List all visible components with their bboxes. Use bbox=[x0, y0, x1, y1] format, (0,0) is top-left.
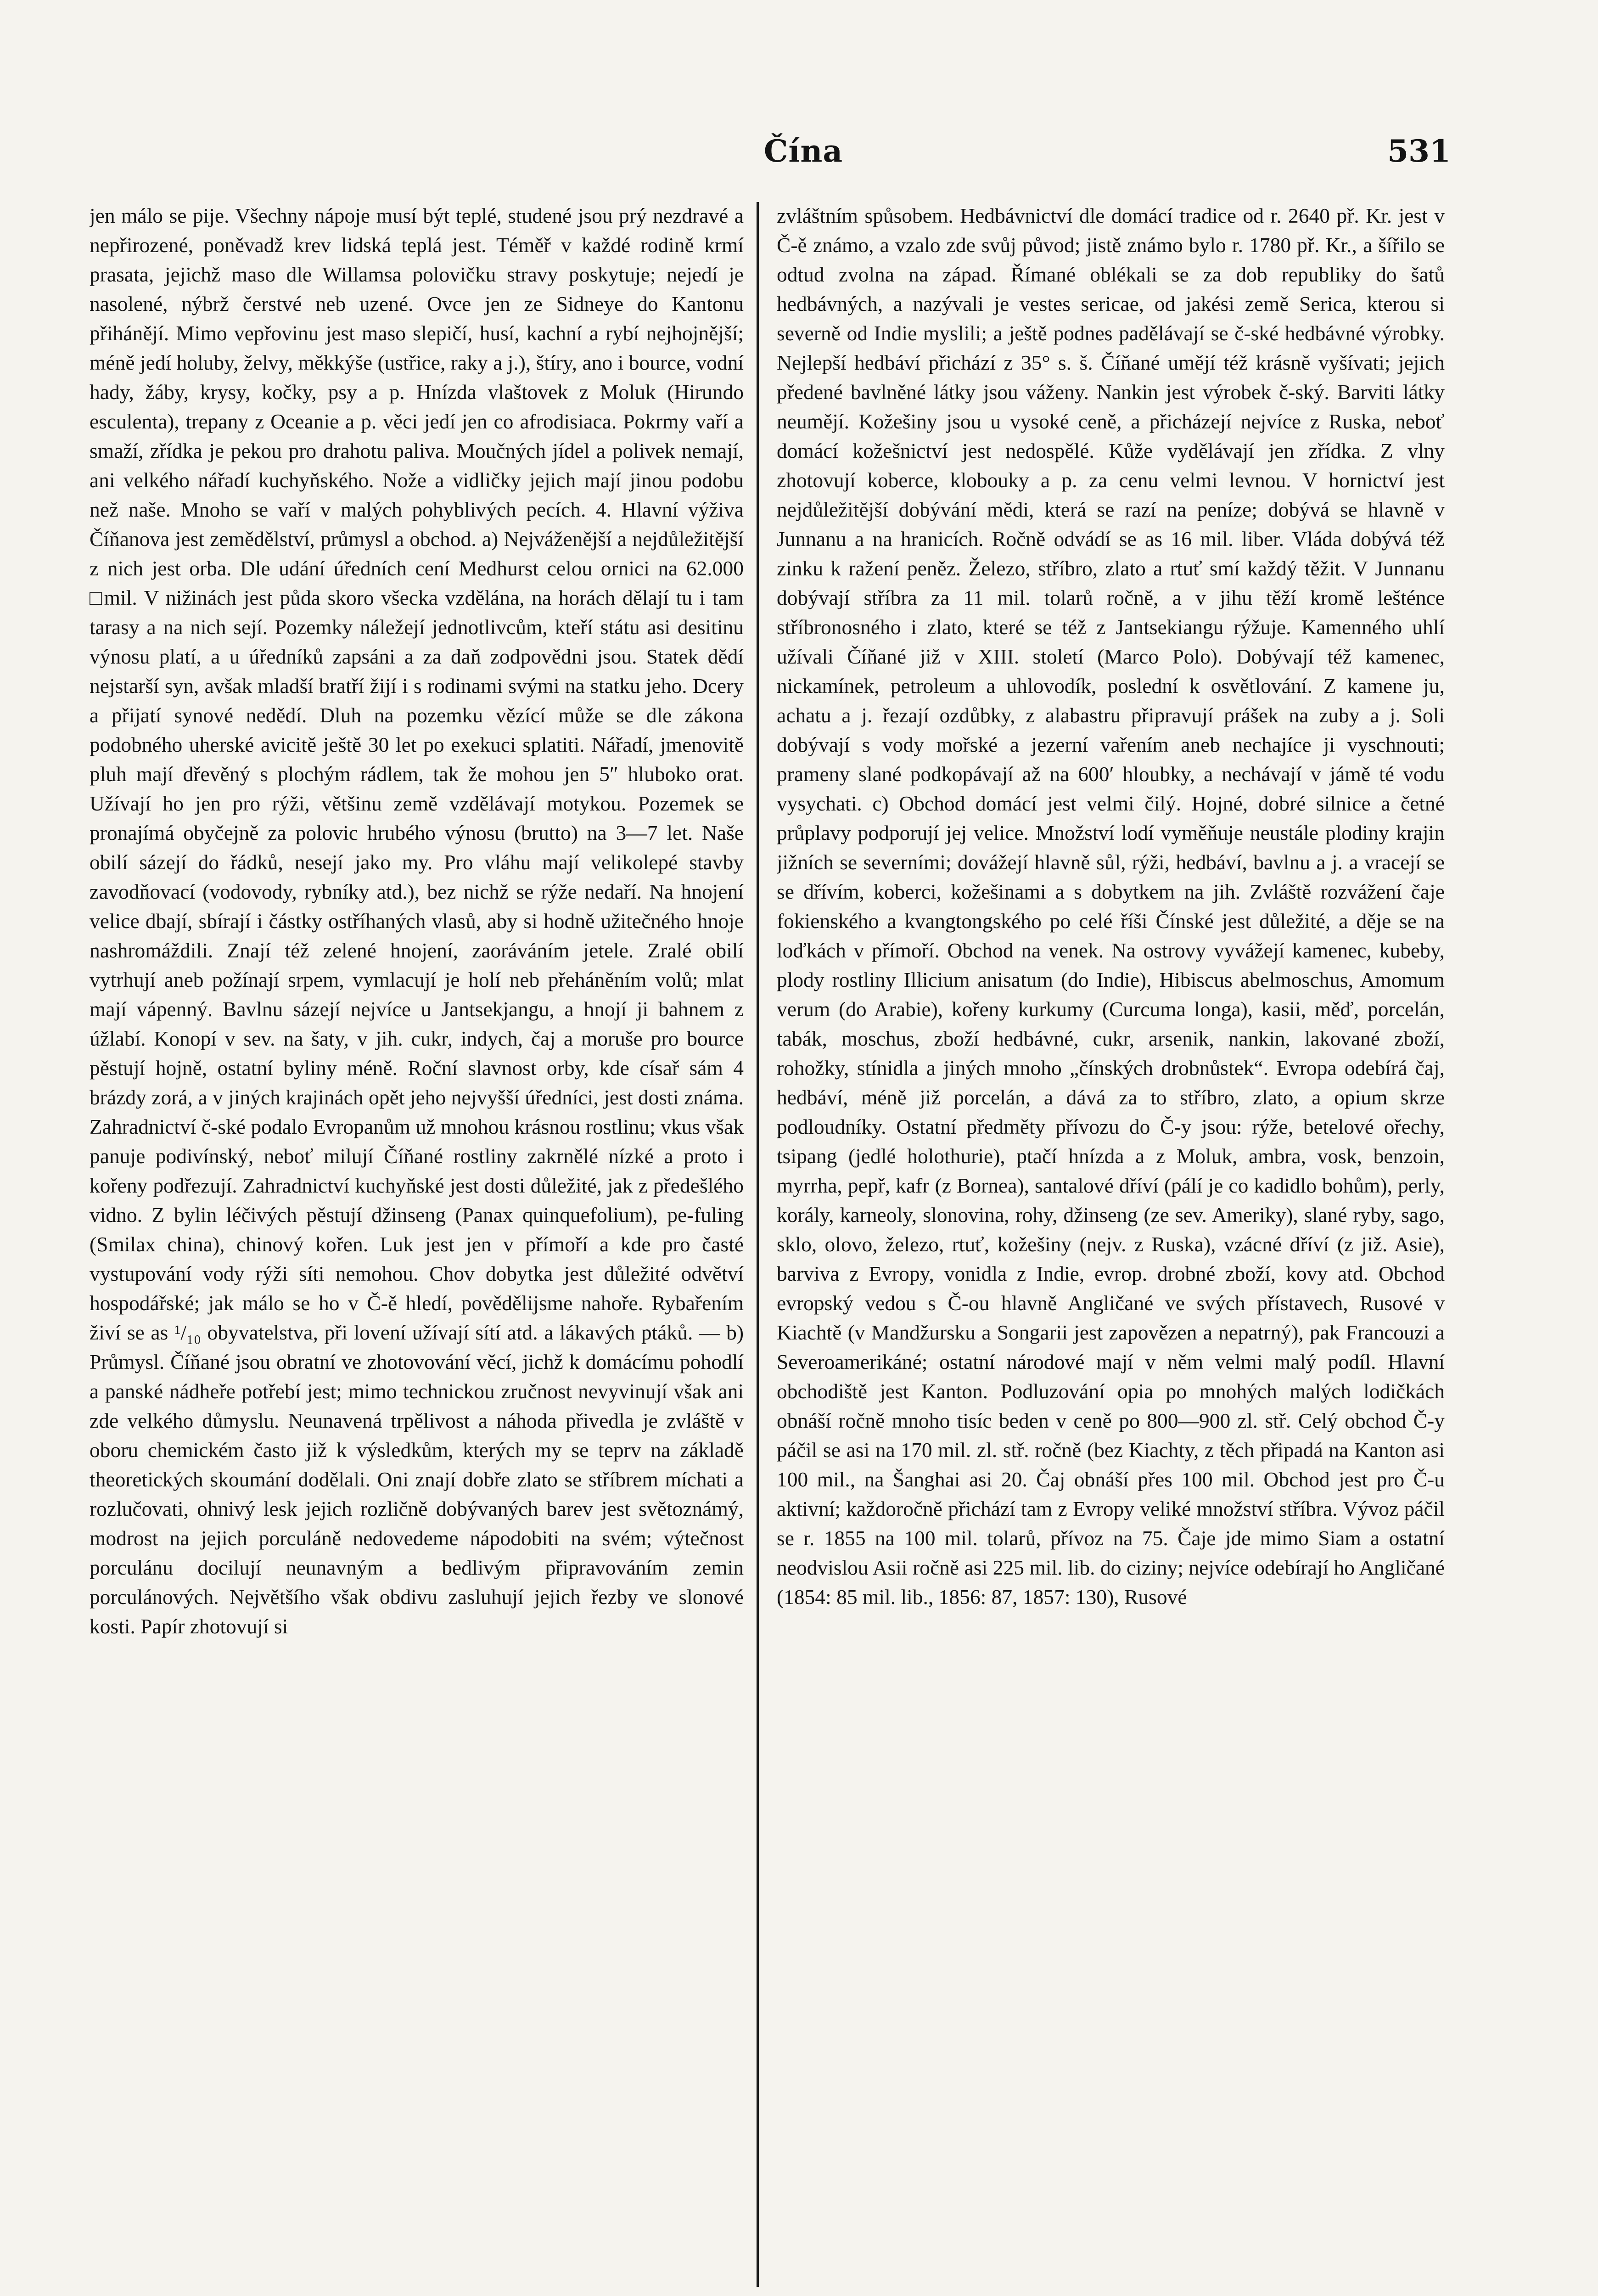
right-column bbox=[777, 201, 1445, 2295]
left-column-text: jen málo se pije. Všechny nápoje musí být teplé, studené jsou prý nezdravé a nepřirozené, poněvadž krev lidská teplá jest. Téměř v každé rodině krmí prasata, jejichž maso dle Willamsa polovičku stravy poskytuje; nejedí je nasolené, nýbrž čerstvé neb uzené. Ovce jen ze Sidneye do Kantonu přihánějí. Mimo vepřovinu jest maso slepičí, husí, kachní a rybí nejhojnější; méně jedí holuby, želvy, měkkýše (ustřice, raky a j.), štíry, ano i bource, vodní hady, žáby, krysy, kočky, psy a p. Hnízda vlaštovek z Moluk (Hirundo esculenta), trepany z Oceanie a p. věci jedí jen co afrodisiaca. Pokrmy vaří a smaží, zřídka je pekou pro drahotu paliva. Moučných jídel a polivek nemají, ani velkého nářadí kuchyňského. Nože a vidličky jejich mají jinou podobu než naše. Mnoho se vaří v malých pohyblivých pecích. 4. Hlavní výživa Číňanova jest zemědělství, průmysl a obchod. a) Nejváženější a nejdůležitější z nich jest orba. Dle udání úředních cení Medhurst celou ornici na 62.000 □mil. V nižinách jest půda skoro všecka vzdělána, na horách dělají tu i tam tarasy a na nich sejí. Pozemky náležejí jednotlivcům, kteří státu asi desitinu výnosu platí, a u úředníků zapsáni a za daň zodpovědni jsou. Statek dědí nejstarší syn, avšak mladší bratří žijí i s rodinami svými na statku jeho. Dcery a přijatí synové nedědí. Dluh na pozemku vězící může se dle zákona podobného uherské avicitě ještě 30 let po exekuci splatiti. Nářadí, jmenovitě pluh mají dřevěný s plochým rádlem, tak že mohou jen 5″ hluboko orat. Užívají ho jen pro rýži, většinu země vzdělávají motykou. Pozemek se pronajímá obyčejně za polovic hrubého výnosu (brutto) na 3—7 let. Naše obilí sázejí do řádků, nesejí jako my. Pro vláhu mají velikolepé stavby zavodňovací (vodovody, rybníky atd.), bez nichž se rýže nedaří. Na hnojení velice dbají, sbírají i částky ostříhaných vlasů, aby si hodně užitečného hnoje nashromáždili. Znají též zelené hnojení, zaoráváním jetele. Zralé obilí vytrhují aneb požínají srpem, vymlacují je holí neb přeháněním volů; mlat mají vápenný. Bavlnu sázejí nejvíce u Jantsekjangu, a hnojí ji bahnem z úžlabí. Konopí v sev. na šaty, v jih. cukr, indych, čaj a moruše pro bource pěstují hojně, ostatní byliny méně. Roční slavnost orby, kde císař sám 4 brázdy zorá, a v jiných krajinách opět jeho nejvyšší úředníci, jest dosti známa. Zahradnictví č-ské podalo Evropanům už mnohou krásnou rostlinu; vkus však panuje podivínský, neboť milují Číňané rostliny zakrnělé nízké a proto i kořeny podřezují. Zahradnictví kuchyňské jest dosti důležité, jak z předešlého vidno. Z bylin léčivých pěstují džinseng (Panax quinquefolium), pe-fuling (Smilax china), chinový kořen. Luk jest jen v přímoří a kde pro časté vystupování vody rýži síti nemohou. Chov dobytka jest důležité odvětví hospodářské; jak málo se ho v Č-ě hledí, povědělijsme nahoře. Rybařením živí se as ¹/₁₀ obyvatelstva, při lovení užívají sítí atd. a lákavých ptáků. — b) Průmysl. Číňané jsou obratní ve zhotovování věcí, jichž k domácímu pohodlí a panské nádheře potřebí jest; mimo technickou zručnost nevyvinují však ani zde velkého důmyslu. Neunavená trpělivost a náhoda přivedla je zvláště v oboru chemickém často již k výsledkům, kterých my se teprv na základě theoretických skoumání dodělali. Oni znají dobře zlato se stříbrem míchati a rozlučovati, ohnivý lesk jejich rozličně dobývaných barev jest světoznámý, modrost na jejich porculáně nedovedeme nápodobiti na svém; výtečnost porculánu docilují neunavným a bedlivým připravováním zemin porculánových. Největšího však obdivu zasluhují jejich řezby ve slonové kosti. Papír zhotovují si bbox=[90, 204, 744, 1638]
right-column-text: zvláštním spůsobem. Hedbávnictví dle domácí tradice od r. 2640 př. Kr. jest v Č-ě známo, a vzalo zde svůj původ; jistě známo bylo r. 1780 př. Kr., a šířilo se odtud zvolna na západ. Římané oblékali se za dob republiky do šatů hedbávných, a nazývali je vestes sericae, od jakési země Serica, kterou si severně od Indie myslili; a ještě podnes padělávají se č-ské hedbávné výrobky. Nejlepší hedbáví přichází z 35° s. š. Číňané umějí též krásně vyšívati; jejich předené bavlněné látky jsou váženy. Nankin jest výrobek č-ský. Barviti látky neumějí. Kožešiny jsou u vysoké ceně, a přicházejí nejvíce z Ruska, neboť domácí kožešnictví jest nedospělé. Kůže vydělávají jen zřídka. Z vlny zhotovují koberce, klobouky a p. za cenu velmi levnou. V hornictví jest nejdůležitější dobývání mědi, která se razí na peníze; dobývá se hlavně v Junnanu a na hranicích. Ročně odvádí se as 16 mil. liber. Vláda dobývá též zinku k ražení peněz. Železo, stříbro, zlato a rtuť smí každý těžit. V Junnanu dobývají stříbra za 11 mil. tolarů ročně, a v jihu těží kromě lešténce stříbronosného i zlato, které se též z Jantsekiangu rýžuje. Kamenného uhlí užívali Číňané již v XIII. století (Marco Polo). Dobývají též kamenec, nickamínek, petroleum a uhlovodík, poslední k osvětlování. Z kamene ju, achatu a j. řezají ozdůbky, z alabastru připravují prášek na zuby a j. Soli dobývají s vody mořské a jezerní vařením aneb nechajíce ji vyschnouti; prameny slané podkopávají až na 600′ hloubky, a nechávají v jámě té vodu vysychati. c) Obchod domácí jest velmi čilý. Hojné, dobré silnice a četné průplavy podporují jej velice. Množství lodí vyměňuje neustále plodiny krajin jižních se severními; dovážejí hlavně sůl, rýži, hedbáví, bavlnu a j. a vracejí se se dřívím, koberci, kožešinami a s dobytkem na jih. Zvláště rozvážení čaje fokienského a kvangtongského po celé říši Čínské jest důležité, a děje se na loďkách v přímoří. Obchod na venek. Na ostrovy vyvážejí kamenec, kubeby, plody rostliny Illicium anisatum (do Indie), Hibiscus abelmoschus, Amomum verum (do Arabie), kořeny kurkumy (Curcuma longa), kasii, měď, porcelán, tabák, moschus, zboží hedbávné, cukr, arsenik, nankin, lakované zboží, rohožky, stínidla a jiných mnoho „čínských drobnůstek“. Evropa odebírá čaj, hedbáví, méně již porcelán, a dává za to stříbro, zlato, a opium skrze podloudníky. Ostatní předměty přívozu do Č-y jsou: rýže, betelové ořechy, tsipang (jedlé holothurie), ptačí hnízda a z Moluk, ambra, vosk, benzoin, myrrha, pepř, kafr (z Bornea), santalové dříví (pálí je co kadidlo bohům), perly, korály, karneoly, slonovina, rohy, džinseng (ze sev. Ameriky), slané ryby, sago, sklo, olovo, železo, rtuť, kožešiny (nejv. z Ruska), vzácné dříví (z již. Asie), barviva z Evropy, vonidla z Indie, evrop. drobné zboží, kovy atd. Obchod evropský vedou s Č-ou hlavně Angličané ve svých přístavech, Rusové v Kiachtě (v Mandžursku a Songarii jest zapovězen a nepatrný), pak Francouzi a Severoamerikáné; ostatní národové mají v něm velmi malý podíl. Hlavní obchodiště jest Kanton. Podluzování opia po mnohých malých lodičkách obnáší ročně mnoho tisíc beden v ceně po 800—900 zl. stř. Celý obchod Č-y páčil se asi na 170 mil. zl. stř. ročně (bez Kiachty, z těch připadá na Kanton asi 100 mil., na Šanghai asi 20. Čaj obnáší přes 100 mil. Obchod jest pro Č-u aktivní; každoročně přichází tam z Evropy veliké množství stříbra. Vývoz páčil se r. 1855 na 100 mil. tolarů, přívoz na 75. Čaje jde mimo Siam a ostatní neodvislou Asii ročně asi 225 mil. lib. do ciziny; nejvíce odebírají ho Angličané (1854: 85 mil. lib., 1856: 87, 1857: 130), Rusové bbox=[777, 204, 1445, 1609]
running-head: Čína bbox=[763, 133, 843, 169]
page-header bbox=[0, 133, 1598, 188]
page-number: 531 bbox=[1387, 133, 1451, 169]
column-divider bbox=[757, 202, 759, 2287]
left-column bbox=[90, 201, 744, 2295]
